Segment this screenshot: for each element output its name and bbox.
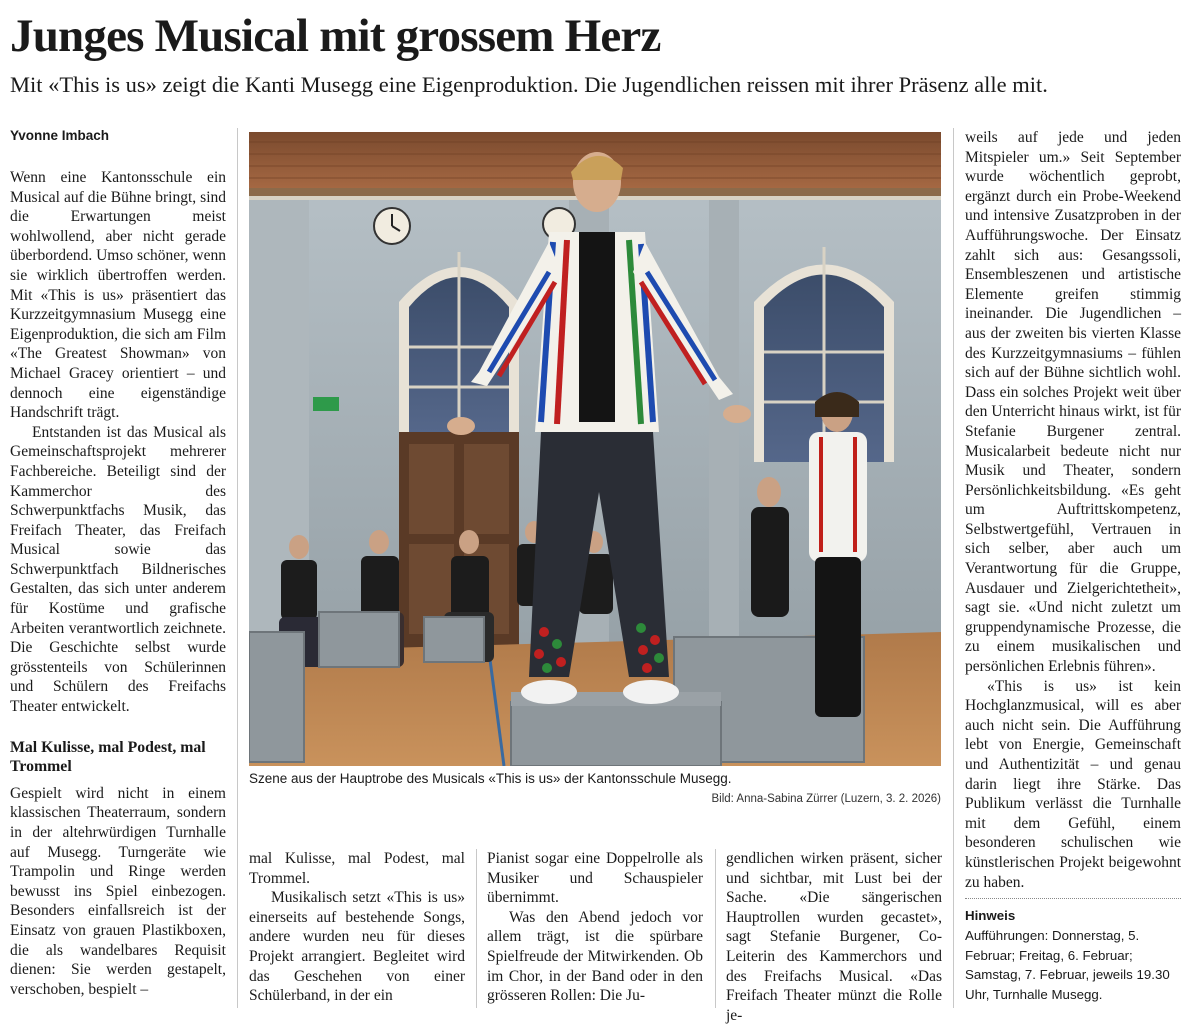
column-3	[487, 849, 703, 1006]
column-divider	[237, 128, 238, 1008]
column-divider	[715, 849, 716, 1008]
stage-photo-illustration	[249, 132, 941, 766]
column-divider	[476, 849, 477, 1008]
info-box	[965, 898, 1181, 1005]
paragraph: mal Kulisse, mal Podest, mal Trommel.	[249, 850, 465, 887]
lead-text: Mit «This is us» zeigt die Kanti Musegg eine Eigenproduktion. Die Jugendlichen reissen mit ihrer Präsenz alle mit.	[10, 72, 1048, 97]
paragraph: «This is us» ist kein Hochglanzmusical, will es aber auch nicht sein. Die Aufführung lebt von Energie, Gemeinschaft und Authentizität – und genau darin liegt ihre Stärke. Das Publikum verlässt die Turnhalle mit dem Gefühl, einem besonderen schulischen wie künstlerischen Projekt beigewohnt zu haben.	[965, 677, 1181, 891]
headline: Junges Musical mit grossem Herz	[10, 10, 661, 62]
paragraph: Wenn eine Kantonsschule ein Musical auf die Bühne bringt, sind die Erwartungen meist wohlwollend, aber nicht gerade überbordend. Umso schöner, wenn sie wirklich übertroffen werden. Mit «This is us» präsentiert das Kurzzeitgymnasium Musegg eine Eigenproduktion, die sich am Film «The Greatest Showman» von Michael Gracey orientiert – und dennoch eine eigenständige Handschrift trägt.	[10, 169, 226, 422]
info-box-title: Hinweis	[965, 908, 1016, 923]
paragraph: Was den Abend jedoch vor allem trägt, ist die spürbare Spielfreude der Mitwirkenden. Ob im Chor, in der Band oder in den grösseren Rollen: Die Ju-	[487, 908, 703, 1005]
column-divider	[953, 128, 954, 1008]
subheading: Mal Kulisse, mal Podest, mal Trommel	[10, 738, 206, 776]
column-5	[965, 128, 1181, 892]
column-2	[249, 849, 465, 1006]
column-4	[726, 849, 942, 1025]
byline: Yvonne Imbach	[10, 128, 110, 143]
photo-credit: Bild: Anna-Sabina Zürrer (Luzern, 3. 2. 2026)	[711, 793, 941, 805]
paragraph: gendlichen wirken präsent, sicher und sichtbar, mit Lust bei der Sache. «Die sängerischen Hauptrollen wurden gecastet», sagt Stefanie Burgener, Co-Leiterin des Kammerchors und des Freifachs Musical. «Das Freifach Theater münzt die Rolle je-	[726, 850, 942, 1024]
stage-photo	[249, 132, 941, 766]
paragraph: Musikalisch setzt «This is us» einerseits auf bestehende Songs, andere wurden neu für dieses Projekt arrangiert. Begleitet wird das Geschehen von einer Schülerband, in der ein	[249, 889, 465, 1005]
photo-caption: Szene aus der Hauptrobe des Musicals «This is us» der Kantonsschule Musegg.	[249, 771, 732, 786]
paragraph: Pianist sogar eine Doppelrolle als Musiker und Schauspieler übernimmt.	[487, 850, 703, 907]
paragraph: weils auf jede und jeden Mitspieler um.» Seit September wurde wöchentlich geprobt, ergänzt durch ein Probe-Weekend und intensive Zusatzproben in der Aufführungswoche. Der Einsatz zahlt sich aus: Gesangssoli, Ensembleszenen und artistische Elemente greifen stimmig ineinander. Die Jugendlichen – aus der zweiten bis vierten Klasse des Kurzzeitgymnasiums – fühlen sich auf der Bühne sichtlich wohl. Dass ein solches Projekt weit über den Unterricht hinaus wirkt, ist für Stefanie Burgener zentral. Musicalarbeit bedeute nicht nur Musik und Theater, sondern Persönlichkeitsbildung. «Es geht um Auftrittskompetenz, Selbstwertgefühl, Vertrauen in sich selber, aber auch um Verantwortung für die Gruppe, Ausdauer und Zielgerichtetheit», sagt sie. «Und nicht zuletzt um gruppendynamische Prozesse, die zu einem musikalischen und persönlichen Erlebnis führen».	[965, 129, 1181, 676]
info-box-text: Aufführungen: Donnerstag, 5. Februar; Freitag, 6. Februar; Samstag, 7. Februar, jeweils 19.30 Uhr, Turnhalle Musegg.	[965, 927, 1170, 1003]
column-1	[10, 168, 226, 999]
paragraph: Gespielt wird nicht in einem klassischen Theaterraum, sondern in der altehrwürdigen Turnhalle auf Musegg. Turngeräte wie Trampolin und Ringe werden bewusst ins Spiel einbezogen. Besonders einfallsreich ist der Einsatz von grauen Plastikboxen, die als wandelbares Requisit dienen: Sie werden gestapelt, verschoben, bespielt –	[10, 784, 226, 998]
paragraph: Entstanden ist das Musical als Gemeinschaftsprojekt mehrerer Fachbereiche. Beteiligt sind der Kammerchor des Schwerpunktfachs Musik, das Freifach Theater, das Freifach Musical sowie das Schwerpunktfach Bildnerisches Gestalten, das sich unter anderem für Kostüme und grafische Arbeiten verantwortlich zeichnete. Die Geschichte selbst wurde grösstenteils von Schülerinnen und Schülern des Freifachs Theater entwickelt.	[10, 423, 226, 716]
